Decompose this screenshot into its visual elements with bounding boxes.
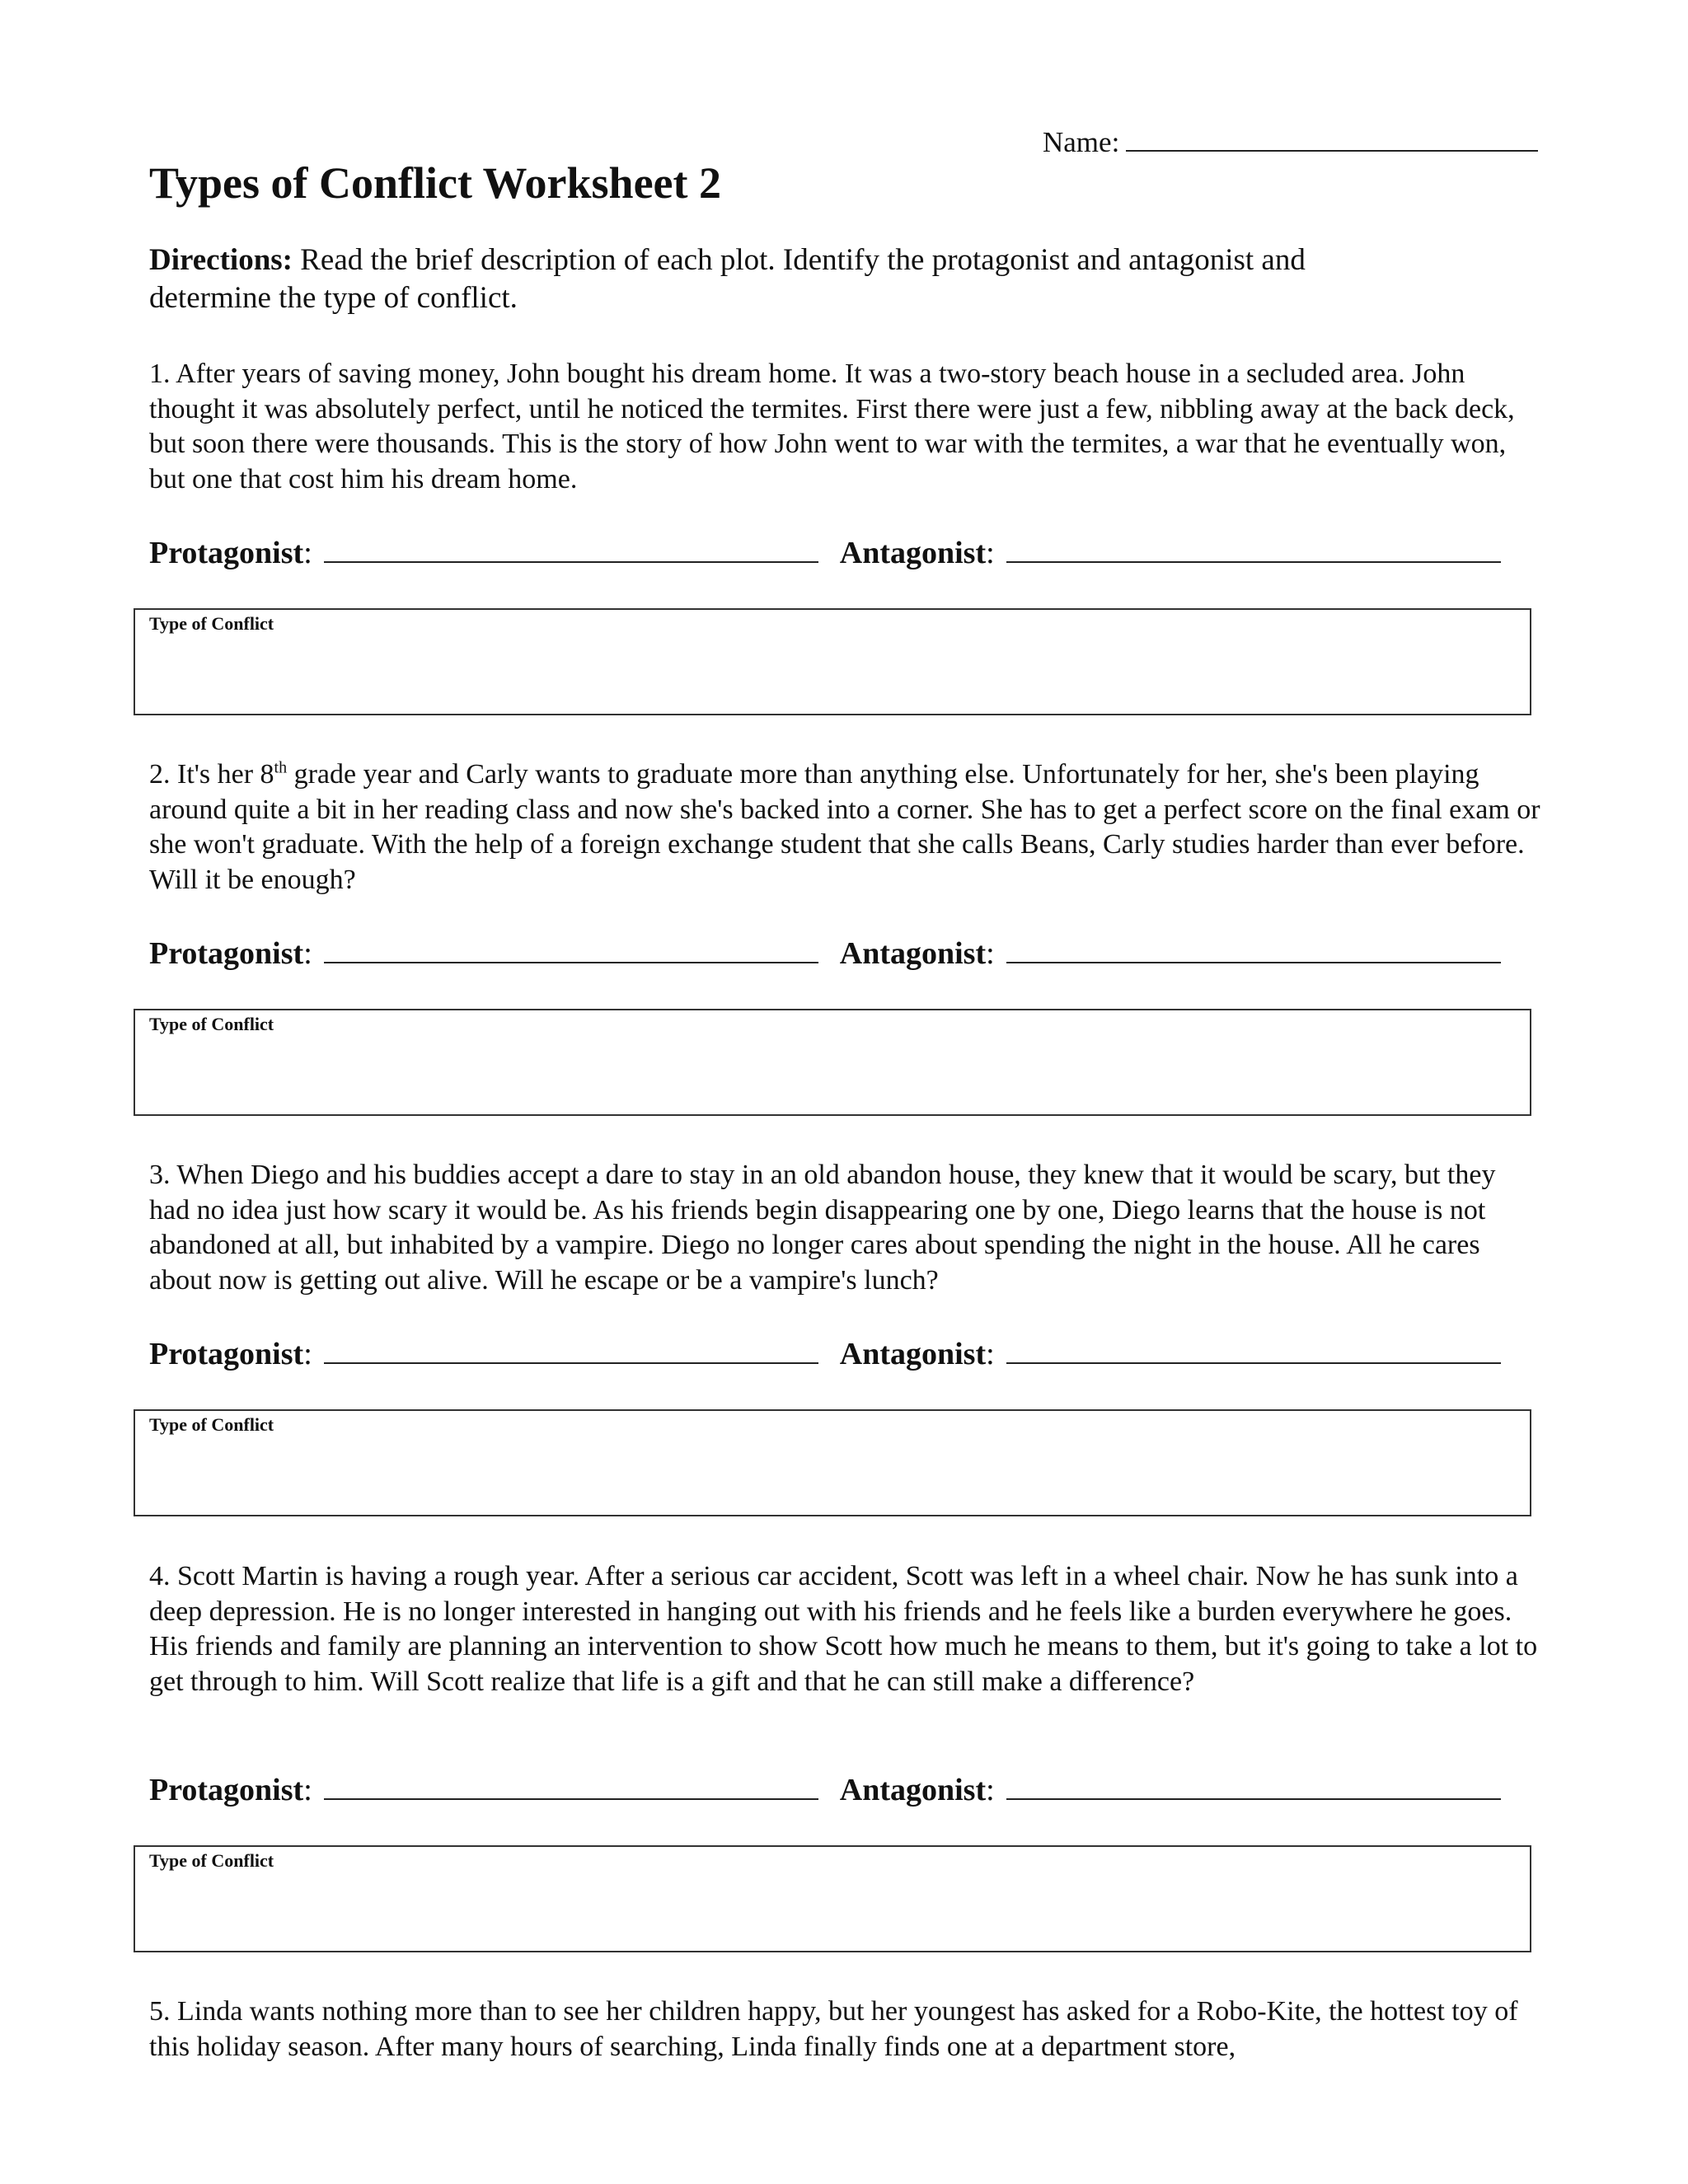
type-of-conflict-label: Type of Conflict (149, 613, 274, 634)
question-text: 5. Linda wants nothing more than to see her children happy, but her youngest has asked for a Robo-Kite, the hottest toy of this holiday season. After many hours of searching, Linda finally finds one at a department store, (149, 1996, 1518, 2062)
directions (149, 241, 1435, 317)
question-4 (149, 1559, 1542, 1871)
question-text: 3. When Diego and his buddies accept a dare to stay in an old abandon house, they knew that it would be scary, but they had no idea just how scary it would be. As his friends begin disappearing one by one, Diego learns that the house is not abandoned at all, but inhabited by a vampire. Diego no longer cares about spending the night in the house. All he cares about now is getting out alive. Will he escape or be a vampire's lunch? (149, 1160, 1496, 1296)
protagonist-antagonist-row: Protagonist: Antagonist: (149, 1769, 1501, 1810)
protagonist-antagonist-row: Protagonist: Antagonist: (149, 932, 1501, 973)
type-of-conflict-label: Type of Conflict (149, 1014, 274, 1034)
antagonist-blank[interactable] (1006, 532, 1501, 563)
protagonist-label: Protagonist (149, 536, 304, 570)
protagonist-label: Protagonist (149, 1337, 304, 1371)
type-of-conflict-box[interactable] (134, 608, 1531, 715)
page-title: Types of Conflict Worksheet 2 (149, 158, 721, 208)
question-text: 2. It's her 8th grade year and Carly wants to graduate more than anything else. Unfortunately for her, she's been playing around quite a bit in her reading class and now she's backed into a corner. She has to get a perfect score on the final exam or she won't graduate. With the help of a foreign exchange student that she calls Beans, Carly studies harder than ever before. Will it be enough? (149, 758, 1540, 895)
antagonist-label: Antagonist (839, 1337, 987, 1371)
protagonist-label: Protagonist (149, 936, 304, 971)
directions-text: Read the brief description of each plot. Identify the protagonist and antagonist and determine the type of conflict. (149, 243, 1306, 315)
antagonist-blank[interactable] (1006, 932, 1501, 963)
antagonist-label: Antagonist (839, 1773, 987, 1807)
protagonist-blank[interactable] (324, 932, 818, 963)
type-of-conflict-label: Type of Conflict (149, 1850, 274, 1871)
antagonist-blank[interactable] (1006, 1769, 1501, 1800)
protagonist-blank[interactable] (324, 1769, 818, 1800)
antagonist-blank[interactable] (1006, 1333, 1501, 1364)
protagonist-label: Protagonist (149, 1773, 304, 1807)
question-text: 1. After years of saving money, John bought his dream home. It was a two-story beach house in a secluded area. John thought it was absolutely perfect, until he noticed the termites. First there were just a few, nibbling away at the back deck, but soon there were thousands. This is the story of how John went to war with the termites, a war that he eventually won, but one that cost him his dream home. (149, 359, 1515, 494)
question-5 (149, 1994, 1542, 2064)
type-of-conflict-box[interactable] (134, 1409, 1531, 1516)
question-text: 4. Scott Martin is having a rough year. After a serious car accident, Scott was left in a wheel chair. Now he has sunk into a deep depression. He is no longer interested in hanging out with his friends and he feels like a burden everywhere he goes. His friends and family are planning an intervention to show Scott how much he means to them, but it's going to take a lot to get through to him. Will Scott realize that life is a gift and that he can still make a difference? (149, 1561, 1538, 1697)
antagonist-label: Antagonist (839, 936, 987, 971)
question-1 (149, 357, 1542, 634)
antagonist-label: Antagonist (839, 536, 987, 570)
type-of-conflict-box[interactable] (134, 1009, 1531, 1116)
protagonist-antagonist-row: Protagonist: Antagonist: (149, 532, 1501, 573)
name-blank-line[interactable] (1126, 122, 1538, 152)
question-2 (149, 757, 1542, 1034)
type-of-conflict-box[interactable] (134, 1845, 1531, 1952)
type-of-conflict-label: Type of Conflict (149, 1414, 274, 1435)
protagonist-antagonist-row: Protagonist: Antagonist: (149, 1333, 1501, 1374)
name-label: Name: (1043, 126, 1120, 158)
protagonist-blank[interactable] (324, 1333, 818, 1364)
directions-lead: Directions: (149, 243, 293, 277)
protagonist-blank[interactable] (324, 532, 818, 563)
question-3 (149, 1158, 1542, 1435)
name-field (1043, 122, 1538, 162)
